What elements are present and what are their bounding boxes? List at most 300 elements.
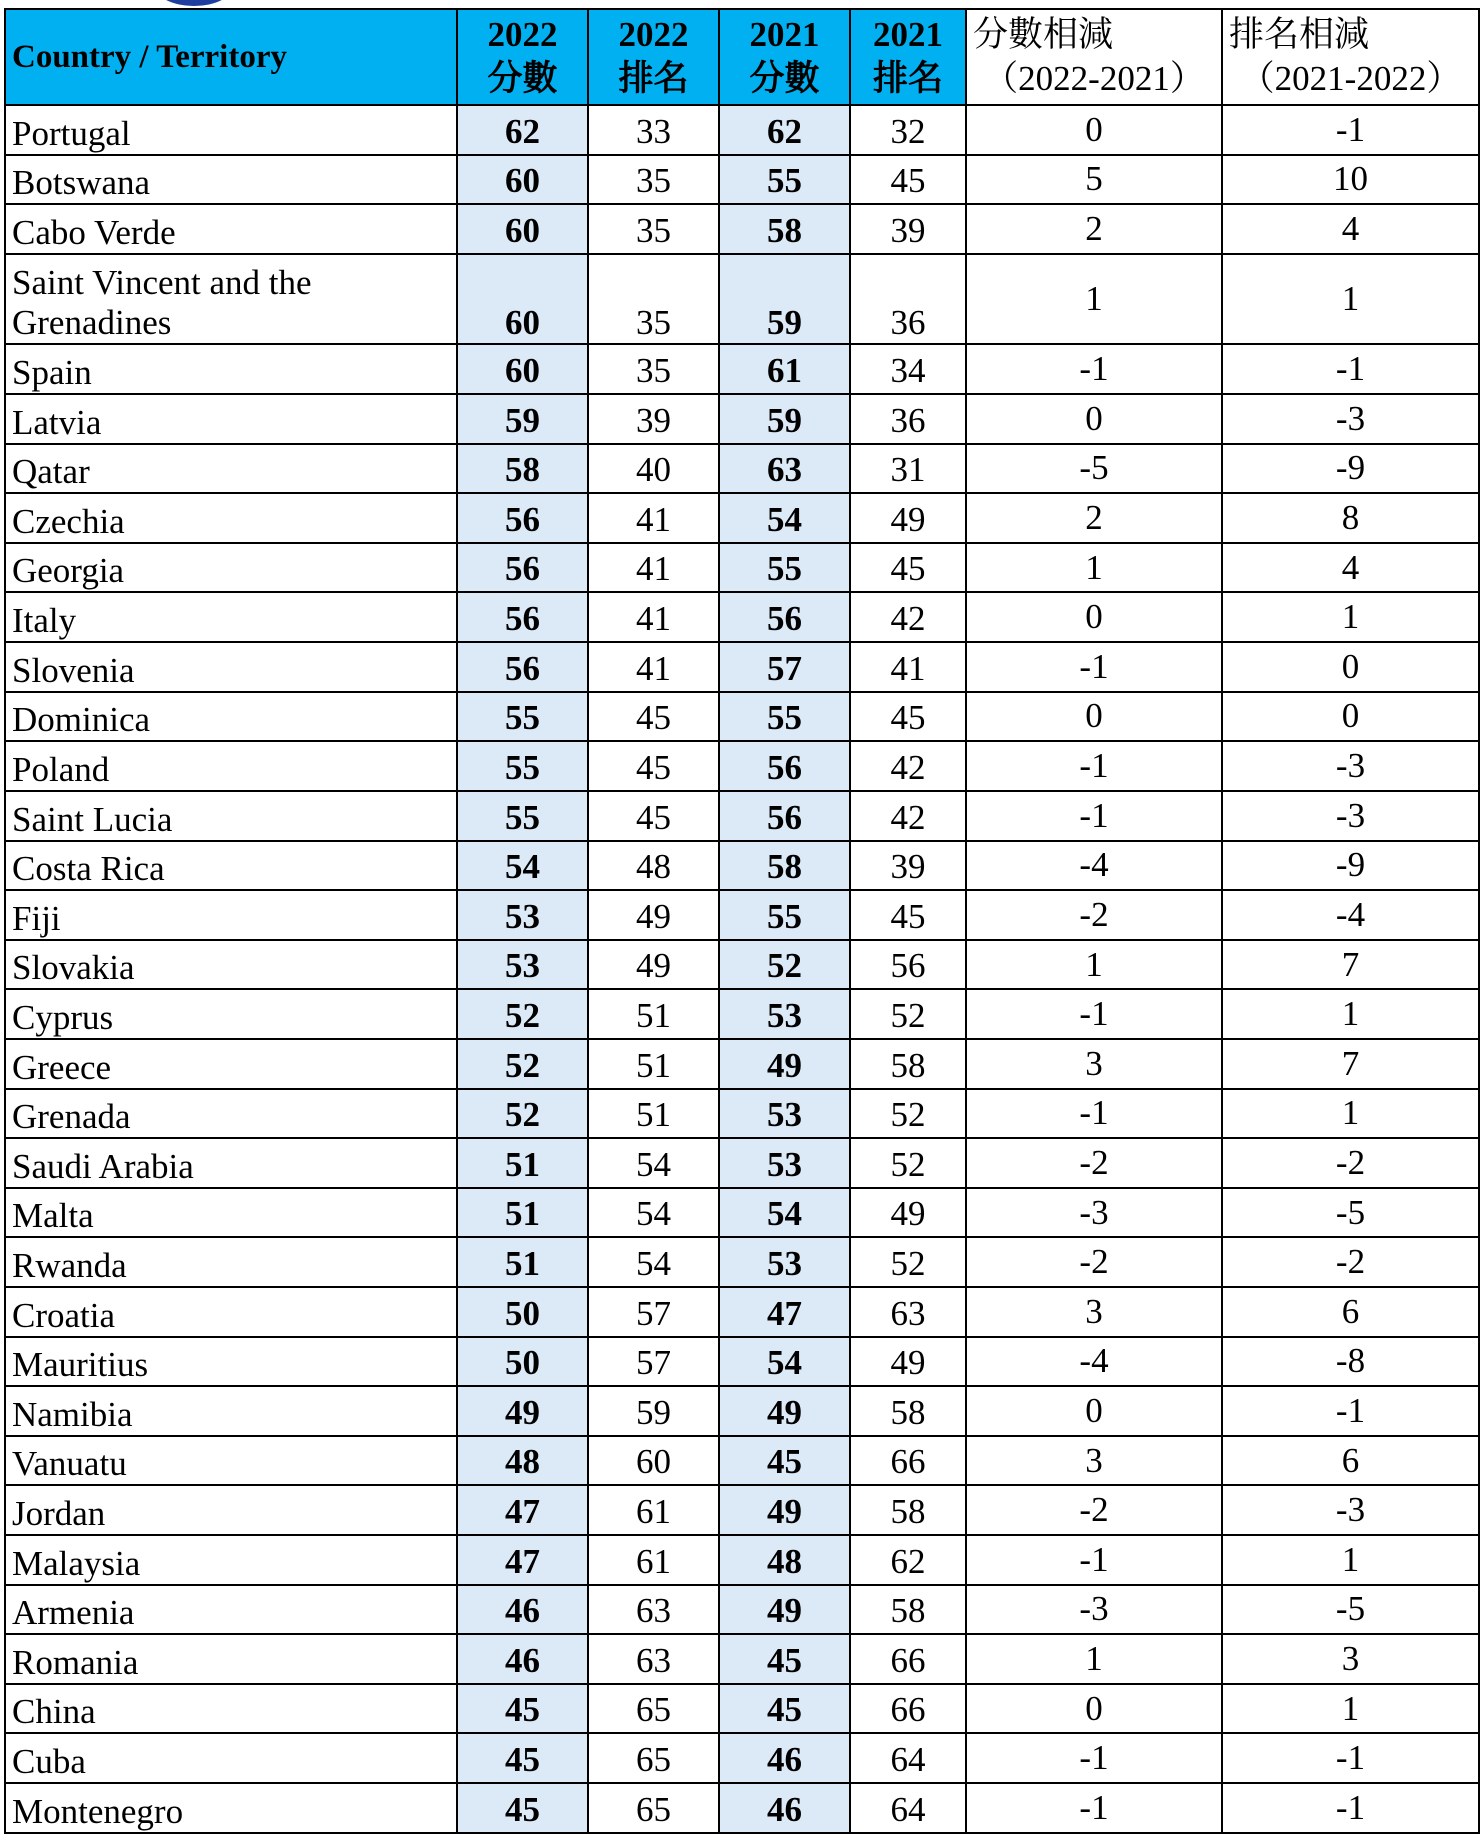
rank-diff-cell: 0 [1222, 642, 1479, 692]
rank-2021-cell: 39 [850, 204, 966, 254]
score-diff-cell: -1 [966, 344, 1222, 394]
rank-diff-cell: -5 [1222, 1585, 1479, 1635]
rank-2022-cell: 65 [588, 1733, 719, 1783]
score-2022-cell: 52 [457, 1039, 588, 1089]
score-2021-cell: 54 [719, 1188, 850, 1238]
score-diff-cell: -1 [966, 1089, 1222, 1139]
rank-diff-cell: -9 [1222, 841, 1479, 891]
score-2021-cell: 63 [719, 444, 850, 494]
header-rank-2021-year: 2021 [873, 15, 943, 54]
country-name: Mauritius [12, 1345, 149, 1385]
country-name: Latvia [12, 402, 102, 442]
country-cell [5, 1337, 457, 1387]
header-rank-2022 [588, 9, 719, 105]
score-2021-cell: 45 [719, 1684, 850, 1734]
rank-2021-cell: 56 [850, 940, 966, 990]
score-diff-cell: 0 [966, 394, 1222, 444]
rank-2021-cell: 45 [850, 155, 966, 205]
header-score-2022-year: 2022 [487, 15, 558, 54]
logo-fragment [155, 0, 233, 6]
country-cell [5, 1237, 457, 1287]
rank-diff-cell: 6 [1222, 1287, 1479, 1337]
table-row [5, 741, 1479, 791]
rank-2022-cell: 41 [588, 543, 719, 593]
score-2022-cell: 46 [457, 1585, 588, 1635]
header-rank-2021-label: 排名 [872, 59, 943, 98]
country-cell [5, 543, 457, 593]
country-cell [5, 1535, 457, 1585]
table-row [5, 642, 1479, 692]
rank-2021-cell: 52 [850, 989, 966, 1039]
score-2021-cell: 49 [719, 1039, 850, 1089]
score-diff-cell: 2 [966, 493, 1222, 543]
rank-2021-cell: 66 [850, 1634, 966, 1684]
score-2022-cell: 51 [457, 1237, 588, 1287]
country-cell [5, 1039, 457, 1089]
country-cell [5, 1634, 457, 1684]
rank-2021-cell: 52 [850, 1138, 966, 1188]
rank-2022-cell: 65 [588, 1783, 719, 1833]
country-name: Saint Lucia [12, 799, 173, 839]
table-row [5, 1188, 1479, 1238]
score-2022-cell: 47 [457, 1535, 588, 1585]
rank-2022-cell: 59 [588, 1386, 719, 1436]
rank-2022-cell: 45 [588, 791, 719, 841]
country-cell [5, 105, 457, 155]
rank-2021-cell: 32 [850, 105, 966, 155]
rank-2021-cell: 34 [850, 344, 966, 394]
rank-diff-cell: 8 [1222, 493, 1479, 543]
rank-2021-cell: 66 [850, 1436, 966, 1486]
header-rank-2022-year: 2022 [618, 15, 689, 54]
score-2021-cell: 62 [719, 105, 850, 155]
score-2021-cell: 45 [719, 1634, 850, 1684]
rank-diff-cell: 1 [1222, 592, 1479, 642]
country-cell [5, 1585, 457, 1635]
country-cell [5, 841, 457, 891]
rank-diff-cell: -3 [1222, 1485, 1479, 1535]
country-name: Poland [12, 749, 110, 789]
rank-2022-cell: 33 [588, 105, 719, 155]
rank-2021-cell: 64 [850, 1733, 966, 1783]
rank-2022-cell: 40 [588, 444, 719, 494]
ranking-table [4, 8, 1480, 1834]
rank-2022-cell: 63 [588, 1634, 719, 1684]
country-name: Spain [12, 353, 92, 393]
header-row [5, 9, 1479, 105]
country-cell [5, 692, 457, 742]
rank-2021-cell: 62 [850, 1535, 966, 1585]
rank-diff-cell: -5 [1222, 1188, 1479, 1238]
score-diff-cell: -2 [966, 890, 1222, 940]
score-diff-cell: -5 [966, 444, 1222, 494]
score-diff-cell: -1 [966, 989, 1222, 1039]
table-row [5, 841, 1479, 891]
score-2022-cell: 45 [457, 1684, 588, 1734]
rank-diff-cell: -3 [1222, 791, 1479, 841]
country-cell [5, 1684, 457, 1734]
country-name: Namibia [12, 1394, 133, 1434]
rank-2022-cell: 63 [588, 1585, 719, 1635]
rank-2021-cell: 42 [850, 592, 966, 642]
country-cell [5, 592, 457, 642]
country-cell [5, 890, 457, 940]
rank-2021-cell: 64 [850, 1783, 966, 1833]
rank-2021-cell: 52 [850, 1237, 966, 1287]
country-name: Jordan [12, 1494, 106, 1534]
header-score-2022-label: 分數 [487, 59, 558, 98]
rank-2021-cell: 36 [850, 254, 966, 345]
score-diff-cell: 1 [966, 543, 1222, 593]
rank-2021-cell: 66 [850, 1684, 966, 1734]
country-cell [5, 1783, 457, 1833]
score-diff-cell: -4 [966, 1337, 1222, 1387]
rank-2021-cell: 49 [850, 493, 966, 543]
table-row [5, 1733, 1479, 1783]
table-row [5, 394, 1479, 444]
country-name: Georgia [12, 551, 125, 591]
score-2022-cell: 46 [457, 1634, 588, 1684]
table-row [5, 1535, 1479, 1585]
rank-2021-cell: 58 [850, 1386, 966, 1436]
header-rank-2021 [850, 9, 966, 105]
country-cell [5, 1089, 457, 1139]
score-2021-cell: 57 [719, 642, 850, 692]
country-name: China [12, 1692, 96, 1732]
rank-2021-cell: 49 [850, 1337, 966, 1387]
table-row [5, 1237, 1479, 1287]
score-diff-cell: -1 [966, 1535, 1222, 1585]
rank-diff-cell: -1 [1222, 344, 1479, 394]
country-name: Slovenia [12, 650, 135, 690]
rank-2021-cell: 49 [850, 1188, 966, 1238]
table-row [5, 543, 1479, 593]
score-2022-cell: 53 [457, 940, 588, 990]
score-2021-cell: 49 [719, 1386, 850, 1436]
rank-diff-cell: 1 [1222, 1684, 1479, 1734]
country-cell [5, 791, 457, 841]
header-score-diff-range: （2022-2021） [983, 59, 1205, 98]
country-name: Greece [12, 1047, 112, 1087]
rank-diff-cell: 1 [1222, 1089, 1479, 1139]
score-2022-cell: 58 [457, 444, 588, 494]
table-row [5, 1634, 1479, 1684]
score-2021-cell: 54 [719, 1337, 850, 1387]
table-row [5, 254, 1479, 345]
score-2021-cell: 53 [719, 1237, 850, 1287]
country-name: Malaysia [12, 1543, 141, 1583]
table-row [5, 1337, 1479, 1387]
rank-2021-cell: 58 [850, 1485, 966, 1535]
header-score-2021-year: 2021 [749, 15, 820, 54]
score-diff-cell: 3 [966, 1436, 1222, 1486]
rank-diff-cell: 10 [1222, 155, 1479, 205]
rank-2021-cell: 63 [850, 1287, 966, 1337]
score-diff-cell: -1 [966, 791, 1222, 841]
score-diff-cell: 1 [966, 940, 1222, 990]
country-name: Cuba [12, 1742, 86, 1782]
rank-2022-cell: 41 [588, 642, 719, 692]
score-2021-cell: 45 [719, 1436, 850, 1486]
country-cell [5, 989, 457, 1039]
rank-diff-cell: -1 [1222, 105, 1479, 155]
rank-2022-cell: 35 [588, 254, 719, 345]
country-name: Cabo Verde [12, 212, 176, 252]
rank-2021-cell: 36 [850, 394, 966, 444]
score-diff-cell: -1 [966, 1783, 1222, 1833]
country-name: Rwanda [12, 1246, 127, 1285]
rank-diff-cell: -2 [1222, 1138, 1479, 1188]
rank-2022-cell: 48 [588, 841, 719, 891]
country-cell [5, 1386, 457, 1436]
score-2022-cell: 55 [457, 791, 588, 841]
score-2021-cell: 59 [719, 394, 850, 444]
score-2021-cell: 53 [719, 1089, 850, 1139]
score-2022-cell: 62 [457, 105, 588, 155]
score-2021-cell: 55 [719, 543, 850, 593]
country-name: Saudi Arabia [12, 1146, 194, 1186]
score-2022-cell: 49 [457, 1386, 588, 1436]
table-row [5, 105, 1479, 155]
rank-2022-cell: 35 [588, 344, 719, 394]
country-cell [5, 155, 457, 205]
table-row [5, 493, 1479, 543]
country-name: Czechia [12, 501, 125, 541]
rank-2021-cell: 42 [850, 741, 966, 791]
country-cell [5, 444, 457, 494]
score-2022-cell: 55 [457, 741, 588, 791]
score-diff-cell: 0 [966, 592, 1222, 642]
country-cell [5, 1138, 457, 1188]
score-diff-cell: -4 [966, 841, 1222, 891]
rank-diff-cell: -3 [1222, 741, 1479, 791]
country-name: Grenada [12, 1097, 131, 1137]
country-cell [5, 204, 457, 254]
country-cell [5, 254, 457, 345]
score-diff-cell: -3 [966, 1585, 1222, 1635]
rank-diff-cell: 3 [1222, 1634, 1479, 1684]
rank-2022-cell: 51 [588, 1089, 719, 1139]
score-2022-cell: 56 [457, 592, 588, 642]
score-2021-cell: 55 [719, 890, 850, 940]
score-diff-cell: 0 [966, 692, 1222, 742]
country-name: Qatar [12, 452, 90, 492]
country-cell [5, 1287, 457, 1337]
country-name: Italy [12, 601, 77, 641]
table-body [5, 105, 1479, 1833]
score-diff-cell: -2 [966, 1485, 1222, 1535]
score-2022-cell: 53 [457, 890, 588, 940]
header-score-2021 [719, 9, 850, 105]
table-row [5, 1485, 1479, 1535]
score-2022-cell: 51 [457, 1138, 588, 1188]
score-2022-cell: 50 [457, 1337, 588, 1387]
rank-2022-cell: 65 [588, 1684, 719, 1734]
header-country: Country / Territory [5, 9, 457, 105]
rank-2022-cell: 39 [588, 394, 719, 444]
score-diff-cell: 0 [966, 105, 1222, 155]
score-2022-cell: 60 [457, 204, 588, 254]
score-2022-cell: 45 [457, 1733, 588, 1783]
country-name: Romania [12, 1642, 139, 1682]
rank-diff-cell: -1 [1222, 1386, 1479, 1436]
table-row [5, 1684, 1479, 1734]
rank-2021-cell: 41 [850, 642, 966, 692]
header-score-diff [966, 9, 1222, 105]
table-row [5, 1089, 1479, 1139]
table-row [5, 1287, 1479, 1337]
table-row [5, 890, 1479, 940]
table-row [5, 1783, 1479, 1833]
header-score-2022 [457, 9, 588, 105]
score-2021-cell: 48 [719, 1535, 850, 1585]
country-name: Fiji [12, 898, 61, 938]
rank-2022-cell: 41 [588, 592, 719, 642]
score-2021-cell: 46 [719, 1733, 850, 1783]
rank-2021-cell: 52 [850, 1089, 966, 1139]
country-name: Slovakia [12, 948, 135, 988]
country-cell [5, 1733, 457, 1783]
score-diff-cell: -1 [966, 1733, 1222, 1783]
rank-2022-cell: 49 [588, 890, 719, 940]
score-2022-cell: 55 [457, 692, 588, 742]
score-diff-cell: 1 [966, 1634, 1222, 1684]
score-diff-cell: 1 [966, 254, 1222, 345]
rank-2022-cell: 57 [588, 1287, 719, 1337]
score-diff-cell: -3 [966, 1188, 1222, 1238]
rank-2022-cell: 45 [588, 741, 719, 791]
score-2022-cell: 50 [457, 1287, 588, 1337]
rank-2022-cell: 57 [588, 1337, 719, 1387]
score-2021-cell: 58 [719, 841, 850, 891]
rank-diff-cell: 1 [1222, 1535, 1479, 1585]
score-2021-cell: 56 [719, 791, 850, 841]
rank-2022-cell: 49 [588, 940, 719, 990]
score-2021-cell: 46 [719, 1783, 850, 1833]
score-2022-cell: 52 [457, 989, 588, 1039]
score-2021-cell: 55 [719, 692, 850, 742]
rank-2022-cell: 54 [588, 1188, 719, 1238]
rank-2022-cell: 61 [588, 1535, 719, 1585]
country-cell [5, 394, 457, 444]
rank-2022-cell: 45 [588, 692, 719, 742]
rank-diff-cell: -9 [1222, 444, 1479, 494]
country-name: Armenia [12, 1593, 135, 1633]
rank-diff-cell: 1 [1222, 989, 1479, 1039]
country-name: Cyprus [12, 997, 114, 1037]
country-name: Croatia [12, 1295, 116, 1335]
header-rank-diff-label: 排名相減 [1229, 15, 1370, 54]
country-name: Malta [12, 1196, 94, 1236]
table-row [5, 204, 1479, 254]
table-row [5, 1585, 1479, 1635]
score-2022-cell: 56 [457, 642, 588, 692]
country-name: Saint Vincent and the Grenadines [12, 263, 312, 343]
rank-2022-cell: 35 [588, 155, 719, 205]
score-2022-cell: 47 [457, 1485, 588, 1535]
rank-diff-cell: -1 [1222, 1783, 1479, 1833]
rank-2022-cell: 51 [588, 1039, 719, 1089]
country-name: Dominica [12, 700, 151, 740]
table-row [5, 791, 1479, 841]
table-row [5, 1039, 1479, 1089]
score-2021-cell: 55 [719, 155, 850, 205]
country-name: Costa Rica [12, 849, 165, 889]
rank-2022-cell: 60 [588, 1436, 719, 1486]
rank-2021-cell: 45 [850, 890, 966, 940]
rank-2021-cell: 58 [850, 1585, 966, 1635]
score-2022-cell: 56 [457, 543, 588, 593]
score-2021-cell: 56 [719, 592, 850, 642]
table-row [5, 989, 1479, 1039]
rank-2021-cell: 58 [850, 1039, 966, 1089]
rank-diff-cell: 6 [1222, 1436, 1479, 1486]
score-2021-cell: 53 [719, 989, 850, 1039]
country-cell [5, 741, 457, 791]
table-row [5, 1386, 1479, 1436]
table-row [5, 1138, 1479, 1188]
score-diff-cell: -2 [966, 1138, 1222, 1188]
score-2021-cell: 58 [719, 204, 850, 254]
score-2022-cell: 56 [457, 493, 588, 543]
table-row [5, 592, 1479, 642]
score-2022-cell: 52 [457, 1089, 588, 1139]
score-diff-cell: -1 [966, 642, 1222, 692]
country-name: Vanuatu [12, 1444, 127, 1484]
table-row [5, 444, 1479, 494]
rank-diff-cell: -1 [1222, 1733, 1479, 1783]
country-cell [5, 493, 457, 543]
table-row [5, 1436, 1479, 1486]
rank-diff-cell: 4 [1222, 543, 1479, 593]
rank-2022-cell: 51 [588, 989, 719, 1039]
rank-2021-cell: 31 [850, 444, 966, 494]
score-diff-cell: -2 [966, 1237, 1222, 1287]
header-score-2021-label: 分數 [749, 59, 820, 98]
rank-2022-cell: 54 [588, 1237, 719, 1287]
score-2022-cell: 45 [457, 1783, 588, 1833]
header-score-diff-label: 分數相減 [973, 15, 1114, 54]
header-rank-diff [1222, 9, 1479, 105]
score-2022-cell: 59 [457, 394, 588, 444]
table-row [5, 344, 1479, 394]
score-2022-cell: 60 [457, 155, 588, 205]
table-row [5, 692, 1479, 742]
score-diff-cell: 5 [966, 155, 1222, 205]
rank-diff-cell: 7 [1222, 940, 1479, 990]
rank-2022-cell: 54 [588, 1138, 719, 1188]
score-diff-cell: 2 [966, 204, 1222, 254]
score-2022-cell: 48 [457, 1436, 588, 1486]
header-rank-2022-label: 排名 [618, 59, 689, 98]
table-row [5, 940, 1479, 990]
score-2021-cell: 54 [719, 493, 850, 543]
rank-2022-cell: 41 [588, 493, 719, 543]
score-2021-cell: 47 [719, 1287, 850, 1337]
rank-diff-cell: -3 [1222, 394, 1479, 444]
rank-2021-cell: 45 [850, 543, 966, 593]
rank-diff-cell: -2 [1222, 1237, 1479, 1287]
rank-2021-cell: 39 [850, 841, 966, 891]
rank-diff-cell: -4 [1222, 890, 1479, 940]
country-cell [5, 940, 457, 990]
country-cell [5, 1436, 457, 1486]
rank-diff-cell: -8 [1222, 1337, 1479, 1387]
score-2021-cell: 49 [719, 1585, 850, 1635]
score-2021-cell: 56 [719, 741, 850, 791]
country-cell [5, 642, 457, 692]
score-diff-cell: 0 [966, 1684, 1222, 1734]
